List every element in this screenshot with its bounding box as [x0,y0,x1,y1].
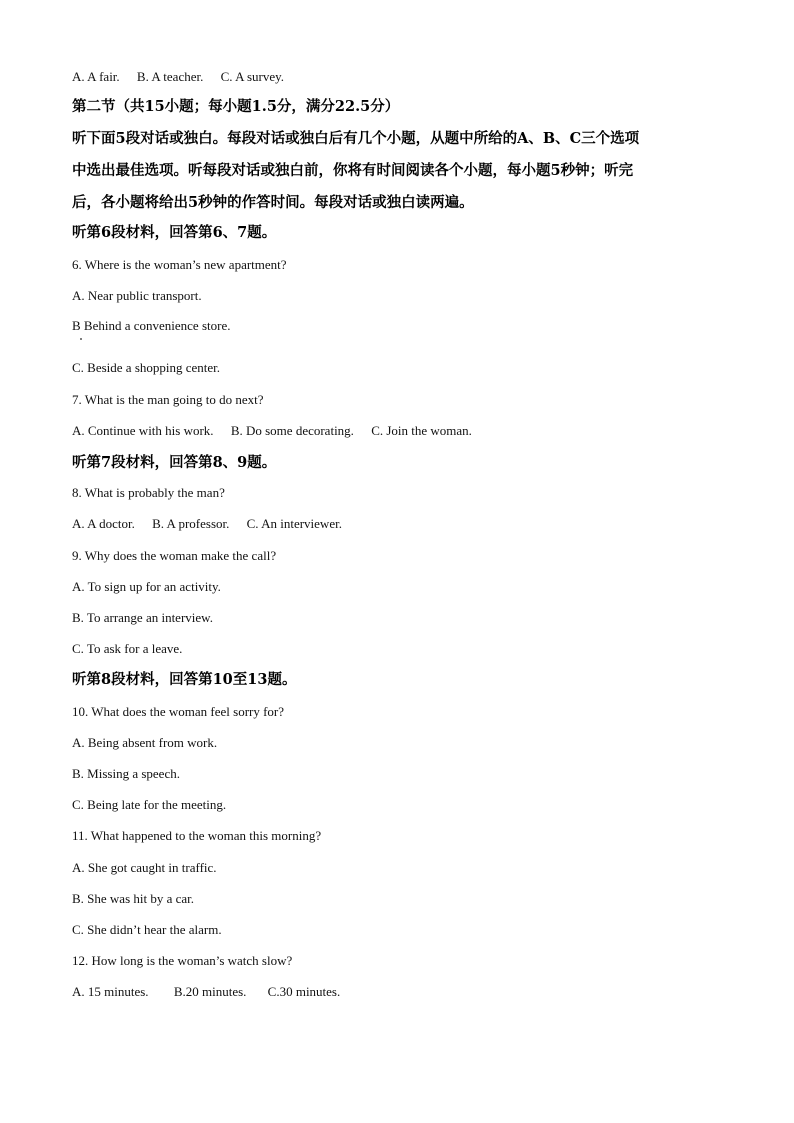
q10-option-a: A. Being absent from work. [72,735,218,750]
q7-option-a: A. Continue with his work. [72,423,214,438]
q5-option-b: B. A teacher. [136,69,204,84]
q12-question: 12. How long is the woman’s watch slow? [72,953,293,968]
instructions-line-1: 听下面5段对话或独白。每段对话或独白后有几个小题，从题中所给的A、B、C三个选项 [72,130,640,147]
q6-option-c: C. Beside a shopping center. [72,360,221,375]
q10-question: 10. What does the woman feel sorry for? [72,704,285,719]
q11-option-c: C. She didn’t hear the alarm. [72,922,222,937]
q7-question: 7. What is the man going to do next? [72,392,264,407]
q8-option-c: C. An interviewer. [246,516,342,531]
passage-8-heading: 听第8段材料，回答第10至13题。 [72,671,297,688]
q8-option-a: A. A doctor. [72,516,135,531]
q5-option-c: C. A survey. [220,69,285,84]
q9-question: 9. Why does the woman make the call? [72,548,277,563]
q12-option-b: B.20 minutes. [173,984,247,999]
q10-option-b: B. Missing a speech. [72,766,180,781]
q7-option-b: B. Do some decorating. [230,423,354,438]
q10-option-c: C. Being late for the meeting. [72,797,227,812]
q9-option-c: C. To ask for a leave. [72,641,183,656]
q6-question: 6. Where is the woman’s new apartment? [72,257,287,272]
q11-option-a: A. She got caught in traffic. [72,860,217,875]
q9-option-b: B. To arrange an interview. [72,610,213,625]
q12-options [72,984,340,1000]
q9-option-a: A. To sign up for an activity. [72,579,221,594]
q6-option-a: A. Near public transport. [72,288,202,303]
passage-7-heading: 听第7段材料，回答第8、9题。 [72,454,277,471]
q6-option-b: B Behind a convenience store. [72,318,231,333]
q12-option-c: C.30 minutes. [267,984,341,999]
instructions-line-2: 中选出最佳选项。听每段对话或独白前，你将有时间阅读各个小题，每小题5秒钟；听完 [72,162,634,179]
q8-options [72,516,342,532]
q7-options [72,423,472,439]
q5-option-a: A. A fair. [72,69,120,84]
stray-dot [80,338,82,340]
q11-question: 11. What happened to the woman this morning? [72,828,322,843]
q12-option-a: A. 15 minutes. [72,984,149,999]
section-title: 第二节（共15小题；每小题1.5分，满分22.5分） [72,98,400,115]
instructions-line-3: 后，各小题将给出5秒钟的作答时间。每段对话或独白读两遍。 [72,194,474,211]
q8-option-b: B. A professor. [152,516,230,531]
q7-option-c: C. Join the woman. [371,423,472,438]
q8-question: 8. What is probably the man? [72,485,225,500]
passage-6-heading: 听第6段材料，回答第6、7题。 [72,224,277,241]
q5-options [72,69,284,85]
q11-option-b: B. She was hit by a car. [72,891,195,906]
